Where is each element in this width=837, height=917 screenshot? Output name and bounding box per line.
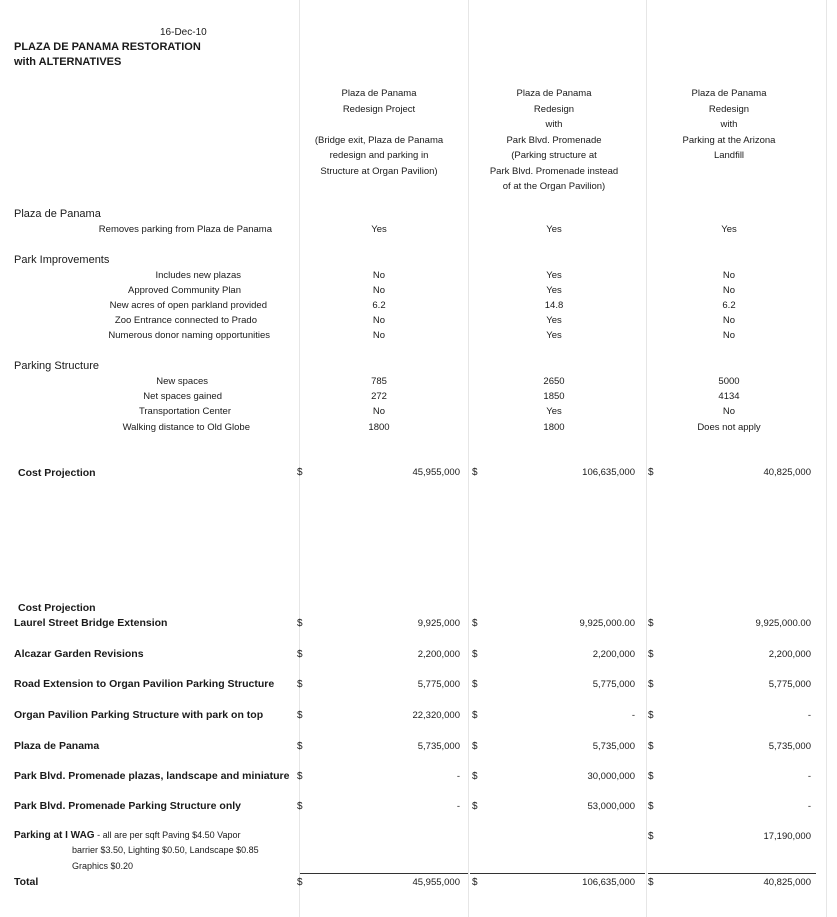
currency-symbol: $ (297, 679, 303, 690)
cost-amount: - (456, 801, 460, 812)
cost-row-label: Road Extension to Organ Pavilion Parking Structure (14, 678, 275, 690)
currency-symbol: $ (648, 741, 654, 752)
cost-amount: - (807, 771, 811, 782)
total-rule (470, 873, 645, 874)
cost-amount: 45,955,000 (412, 467, 460, 478)
currency-symbol: $ (472, 649, 478, 660)
currency-symbol: $ (472, 710, 478, 721)
section-title-parking: Parking Structure (14, 360, 99, 372)
currency-symbol: $ (472, 618, 478, 629)
currency-symbol: $ (648, 831, 654, 842)
cell-value: 785 (371, 376, 387, 387)
cost-amount: 5,775,000 (592, 679, 635, 690)
cost-amount: 9,925,000.00 (755, 618, 811, 629)
cell-value: No (722, 406, 736, 417)
cost-amount: 53,000,000 (587, 801, 635, 812)
cell-value: Yes (546, 406, 562, 417)
cell-value: No (722, 270, 736, 281)
cell-value: No (372, 285, 386, 296)
currency-symbol: $ (648, 467, 654, 478)
row-label: Zoo Entrance connected to Prado (114, 315, 257, 326)
total-amount: 45,955,000 (412, 877, 460, 888)
row-label: New spaces (156, 376, 208, 387)
cost-amount: - (807, 801, 811, 812)
cost-amount: 22,320,000 (412, 710, 460, 721)
currency-symbol: $ (648, 710, 654, 721)
row-label: Includes new plazas (155, 270, 241, 281)
cost-row-label: Plaza de Panama (14, 740, 100, 752)
cell-value: No (372, 315, 386, 326)
cost-amount: 40,825,000 (763, 467, 811, 478)
row-label: Transportation Center (138, 406, 231, 417)
total-label: Total (14, 876, 39, 888)
cell-value: Yes (546, 285, 562, 296)
cell-value: No (372, 406, 386, 417)
cost-row-label: Park Blvd. Promenade plazas, landscape and miniature (14, 770, 290, 782)
cost-row-label: Alcazar Garden Revisions (14, 648, 144, 660)
cell-value: 1800 (368, 422, 390, 433)
cell-value: Does not apply (697, 422, 761, 433)
cell-value: No (722, 315, 736, 326)
document-subtitle: with ALTERNATIVES (14, 56, 122, 68)
cell-value: 272 (371, 391, 387, 402)
cost-row-label: Organ Pavilion Parking Structure with park on top (14, 709, 264, 721)
currency-symbol: $ (648, 801, 654, 812)
currency-symbol: $ (297, 618, 303, 629)
currency-symbol: $ (297, 801, 303, 812)
cost-amount: 5,735,000 (417, 741, 460, 752)
total-amount: 40,825,000 (763, 877, 811, 888)
cell-value: No (722, 285, 736, 296)
cell-value: Yes (721, 224, 737, 235)
document-title: PLAZA DE PANAMA RESTORATION (14, 41, 201, 53)
cell-value: 6.2 (722, 300, 736, 311)
wag-label-line1: Parking at I WAG - all are per sqft Paving $4.50 Vapor (14, 830, 241, 841)
currency-symbol: $ (297, 771, 303, 782)
cell-value: No (372, 330, 386, 341)
cost-amount: 5,735,000 (592, 741, 635, 752)
currency-symbol: $ (472, 771, 478, 782)
currency-symbol: $ (648, 649, 654, 660)
currency-symbol: $ (297, 649, 303, 660)
cost-amount: 2,200,000 (417, 649, 460, 660)
cost-amount: 9,925,000.00 (579, 618, 635, 629)
cell-value: 4134 (718, 391, 740, 402)
cost-row-label: Laurel Street Bridge Extension (14, 617, 168, 629)
currency-symbol: $ (472, 679, 478, 690)
cell-value: Yes (546, 224, 562, 235)
cost-amount: 2,200,000 (768, 649, 811, 660)
row-label: Walking distance to Old Globe (122, 422, 250, 433)
cost-amount: - (631, 710, 635, 721)
cell-value: Yes (371, 224, 387, 235)
cost-amount: - (807, 710, 811, 721)
cell-value: Yes (546, 315, 562, 326)
cell-value: Yes (546, 330, 562, 341)
wag-label-line3: Graphics $0.20 (72, 861, 134, 871)
cost-amount: 30,000,000 (587, 771, 635, 782)
row-label: Removes parking from Plaza de Panama (98, 224, 272, 235)
total-rule (300, 873, 468, 874)
cell-value: 1800 (543, 422, 565, 433)
cost-amount: 5,775,000 (768, 679, 811, 690)
cost-amount: - (456, 771, 460, 782)
cell-value: No (722, 330, 736, 341)
cell-value: Yes (546, 270, 562, 281)
currency-symbol: $ (297, 467, 303, 478)
currency-symbol: $ (648, 771, 654, 782)
total-amount: 106,635,000 (582, 877, 635, 888)
cost-amount: 106,635,000 (582, 467, 635, 478)
cell-value: 14.8 (544, 300, 564, 311)
currency-symbol: $ (648, 679, 654, 690)
currency-symbol: $ (297, 710, 303, 721)
cost-amount: 2,200,000 (592, 649, 635, 660)
column-header-2: Plaza de Panama Redesign with Park Blvd. Promenade (Parking structure at Park Blvd. Promenade instead of at the Organ Pavilion) (489, 88, 619, 192)
total-rule (648, 873, 816, 874)
currency-symbol: $ (472, 467, 478, 478)
currency-symbol: $ (472, 877, 478, 888)
cell-value: 5000 (718, 376, 740, 387)
cell-value: No (372, 270, 386, 281)
cost-amount: 9,925,000 (417, 618, 460, 629)
section-title-park: Park Improvements (14, 254, 110, 266)
cell-value: 2650 (543, 376, 565, 387)
row-label: Approved Community Plan (128, 285, 241, 296)
column-header-1: Plaza de Panama Redesign Project (Bridge exit, Plaza de Panama redesign and parking in Structure at Organ Pavilion) (314, 88, 444, 177)
currency-symbol: $ (472, 741, 478, 752)
wag-amount: 17,190,000 (763, 831, 811, 842)
currency-symbol: $ (297, 741, 303, 752)
cost-detail-title: Cost Projection (18, 602, 96, 614)
cell-value: 1850 (543, 391, 565, 402)
cost-projection-label: Cost Projection (18, 467, 96, 479)
document-date: 16-Dec-10 (160, 27, 207, 38)
cell-value: 6.2 (372, 300, 386, 311)
row-label: Numerous donor naming opportunities (108, 330, 270, 341)
currency-symbol: $ (297, 877, 303, 888)
cost-amount: 5,735,000 (768, 741, 811, 752)
currency-symbol: $ (648, 877, 654, 888)
cost-amount: 5,775,000 (417, 679, 460, 690)
currency-symbol: $ (648, 618, 654, 629)
row-label: Net spaces gained (143, 391, 222, 402)
wag-label-line2: barrier $3.50, Lighting $0.50, Landscape $0.85 (72, 845, 259, 855)
column-rule (826, 0, 827, 917)
row-label: New acres of open parkland provided (109, 300, 267, 311)
section-title-plaza: Plaza de Panama (14, 208, 101, 220)
currency-symbol: $ (472, 801, 478, 812)
column-header-3: Plaza de Panama Redesign with Parking at the Arizona Landfill (682, 88, 776, 161)
cost-row-label: Park Blvd. Promenade Parking Structure only (14, 800, 241, 812)
